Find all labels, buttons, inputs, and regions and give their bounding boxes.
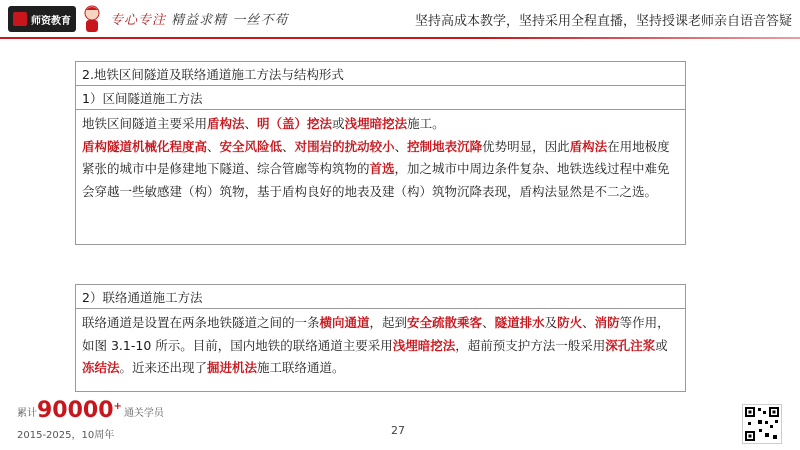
highlight-term: 防火 [557,315,583,330]
anniversary-text: 2015-2025，10周年 [17,430,115,441]
stat-prefix: 累计 [17,408,37,419]
text-segment: 等作用，如图 3.1-10 所示。目前，国内地铁的联络通道主要采用 [82,315,670,353]
highlight-term: 盾构法 [207,116,245,131]
highlight-term: 首选 [369,161,395,176]
text-segment: 优势明显，因此 [482,138,570,154]
highlight-term: 盾构法 [569,138,608,154]
mascot-icon [80,4,104,34]
text-segment: 在用地极度紧张的城市中是修建地下隧道、综合管廊等构筑物的 [82,138,670,176]
text-segment: 联络通道是设置在两条地铁隧道之间的一条 [82,315,320,330]
text-segment: 。近来还出现了 [119,360,208,375]
brand-slogan [110,9,288,28]
page-number: 27 [391,424,405,437]
highlight-term: 冻结法 [82,360,120,375]
text-segment: ，加之城市中周边条件复杂、地铁选线过程中难免会穿越一些敏感建（构）筑物，基于盾构良好的地表及建（构）筑物沉降表现，盾构法显然是不二之选。 [82,161,670,199]
stat-suffix: 通关学员 [123,408,164,419]
highlight-term: 浅埋暗挖法 [344,116,408,131]
section-1-title [76,62,685,86]
stat-plus: + [113,401,122,412]
highlight-term: 消防 [594,315,620,330]
highlight-term: 对围岩的扰动较小 [294,138,395,154]
section-1-table [75,61,686,245]
text-segment: 施工。 [407,116,445,131]
text-segment: 、 [394,138,408,154]
text-segment: ，超前预支护方法一般采用 [455,337,606,353]
text-segment: 或 [655,337,668,353]
highlight-term: 浅埋暗挖法 [392,337,456,353]
text-segment: 、 [244,116,258,131]
section-1-paragraph-2 [82,136,679,204]
header-tagline: 坚持高成本教学，坚持采用全程直播，坚持授课老师亲自语音答疑 [414,14,792,29]
stat-number: 90000 [37,398,114,423]
highlight-term: 控制地表沉降 [407,138,483,154]
section-2-paragraph-1 [82,312,679,380]
highlight-term: 隧道排水 [494,315,545,330]
header-divider [0,37,800,39]
highlight-term: 横向通道 [319,315,370,330]
text-segment: 施工联络通道。 [257,360,345,375]
section-1-subtitle-text: 1）区间隧道施工方法 [82,90,203,106]
text-segment: 、 [207,138,220,154]
brand-logo[interactable] [8,6,76,32]
section-2-subtitle-text: 2）联络通道施工方法 [82,289,203,305]
header [0,0,800,38]
text-segment: ，起到 [369,315,408,330]
section-2-table [75,284,686,392]
logo-mark-icon [13,12,27,26]
logo-text: 师资教育 [31,15,71,27]
highlight-term: 安全疏散乘客 [407,315,483,330]
highlight-term: 明（盖）挖法 [257,116,333,131]
text-segment: 、 [582,315,595,330]
section-2-content [76,309,685,383]
text-segment: 及 [544,315,558,330]
text-segment: 或 [332,116,345,131]
section-2-subtitle [76,285,685,309]
section-1-title-text: 2.地铁区间隧道及联络通道施工方法与结构形式 [82,66,344,82]
text-segment: 、 [282,138,295,154]
text-segment: 、 [482,315,495,330]
footer-stats [17,400,164,441]
qr-code-icon[interactable] [742,404,782,444]
slogan-part-2: 精益求精 [171,13,228,28]
highlight-term: 掘进机法 [207,360,258,375]
highlight-term: 盾构隧道机械化程度高 [82,138,208,154]
section-1-paragraph-1 [82,113,679,136]
section-1-content [76,110,685,206]
slogan-part-3: 一丝不苟 [232,13,289,28]
section-1-subtitle [76,86,685,110]
highlight-term: 安全风险低 [219,138,283,154]
slogan-part-1: 专心专注 [110,13,167,28]
highlight-term: 深孔注浆 [605,337,656,353]
text-segment: 地铁区间隧道主要采用 [82,116,208,131]
